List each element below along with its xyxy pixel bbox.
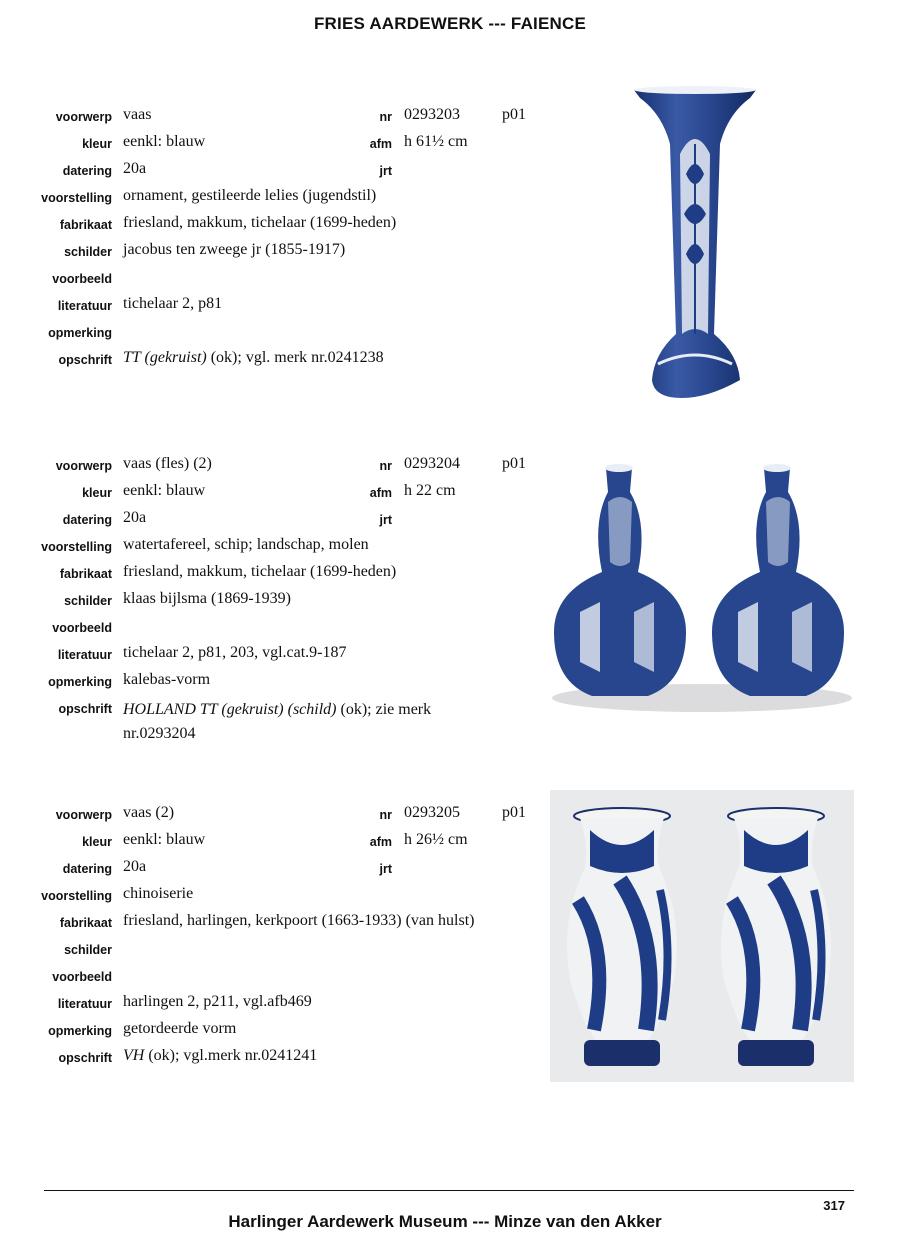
label-kleur: kleur: [82, 137, 112, 151]
value-page: p01: [502, 106, 526, 123]
value-voorstelling: watertafereel, schip; landschap, molen: [123, 536, 369, 553]
value-voorstelling: chinoiserie: [123, 885, 194, 902]
label-schilder: schilder: [64, 943, 112, 957]
label-literatuur: literatuur: [57, 299, 112, 313]
label-afm: afm: [369, 137, 392, 151]
page-number: 317: [823, 1198, 845, 1213]
gourd-vases-photo: [550, 462, 854, 714]
label-voorbeeld: voorbeeld: [52, 272, 112, 286]
label-schilder: schilder: [64, 245, 112, 259]
value-opschrift: [123, 349, 384, 367]
opschrift-note: (ok); vgl.merk nr.0241241: [144, 1047, 318, 1064]
baluster-vases-photo: [550, 790, 854, 1082]
label-afm: afm: [369, 835, 392, 849]
label-nr: nr: [379, 110, 392, 124]
label-voorwerp: voorwerp: [55, 459, 112, 473]
value-page: p01: [502, 455, 526, 472]
label-voorbeeld: voorbeeld: [52, 970, 112, 984]
value-datering: 20a: [123, 160, 147, 177]
value-fabrikaat: friesland, makkum, tichelaar (1699-heden): [123, 563, 397, 580]
value-afm: h 26½ cm: [404, 831, 468, 848]
value-schilder: klaas bijlsma (1869-1939): [123, 590, 291, 607]
label-literatuur: literatuur: [57, 997, 112, 1011]
value-kleur: eenkl: blauw: [123, 482, 206, 499]
label-afm: afm: [369, 486, 392, 500]
label-datering: datering: [62, 164, 112, 178]
label-datering: datering: [62, 862, 112, 876]
opschrift-mark: VH: [123, 1047, 145, 1064]
value-afm: h 61½ cm: [404, 133, 468, 150]
value-nr: 0293204: [404, 455, 460, 472]
label-opschrift: opschrift: [58, 1051, 112, 1065]
page-title: FRIES AARDEWERK --- FAIENCE: [313, 14, 587, 33]
label-voorstelling: voorstelling: [41, 889, 112, 903]
label-schilder: schilder: [64, 594, 112, 608]
label-opmerking: opmerking: [48, 1024, 112, 1038]
label-nr: nr: [379, 808, 392, 822]
value-voorwerp: vaas (fles) (2): [123, 455, 212, 472]
label-fabrikaat: fabrikaat: [59, 567, 112, 581]
value-fabrikaat: friesland, harlingen, kerkpoort (1663-1933) (van hulst): [123, 912, 475, 929]
value-literatuur: tichelaar 2, p81, 203, vgl.cat.9-187: [123, 644, 347, 661]
value-nr: 0293205: [404, 804, 460, 821]
value-datering: 20a: [123, 509, 147, 526]
value-opschrift: [123, 1047, 317, 1065]
label-opmerking: opmerking: [48, 326, 112, 340]
value-voorstelling: ornament, gestileerde lelies (jugendstil): [123, 187, 377, 204]
label-literatuur: literatuur: [57, 648, 112, 662]
opschrift-mark: HOLLAND TT (gekruist) (schild): [123, 701, 337, 718]
label-opschrift: opschrift: [58, 353, 112, 367]
value-literatuur: harlingen 2, p211, vgl.afb469: [123, 993, 312, 1010]
value-voorwerp: vaas (2): [123, 804, 175, 821]
vase-photo: [628, 84, 762, 400]
page-footer: Harlinger Aardewerk Museum --- Minze van den Akker: [228, 1212, 662, 1231]
label-jrt: jrt: [379, 862, 392, 876]
label-voorstelling: voorstelling: [41, 540, 112, 554]
label-kleur: kleur: [82, 486, 112, 500]
value-datering: 20a: [123, 858, 147, 875]
value-page: p01: [502, 804, 526, 821]
label-voorwerp: voorwerp: [55, 110, 112, 124]
value-afm: h 22 cm: [404, 482, 456, 499]
label-opmerking: opmerking: [48, 675, 112, 689]
label-jrt: jrt: [379, 164, 392, 178]
value-kleur: eenkl: blauw: [123, 831, 206, 848]
label-voorbeeld: voorbeeld: [52, 621, 112, 635]
label-jrt: jrt: [379, 513, 392, 527]
value-kleur: eenkl: blauw: [123, 133, 206, 150]
value-schilder: jacobus ten zweege jr (1855-1917): [123, 241, 346, 258]
opschrift-note: (ok); zie merk nr.0293204: [123, 701, 432, 742]
value-nr: 0293203: [404, 106, 460, 123]
label-fabrikaat: fabrikaat: [59, 916, 112, 930]
label-fabrikaat: fabrikaat: [59, 218, 112, 232]
label-kleur: kleur: [82, 835, 112, 849]
label-nr: nr: [379, 459, 392, 473]
value-fabrikaat: friesland, makkum, tichelaar (1699-heden): [123, 214, 397, 231]
value-opschrift: [123, 698, 503, 746]
label-voorstelling: voorstelling: [41, 191, 112, 205]
opschrift-mark: TT (gekruist): [123, 349, 207, 366]
value-opmerking: kalebas-vorm: [123, 671, 211, 688]
label-opschrift: opschrift: [58, 702, 112, 716]
value-voorwerp: vaas: [123, 106, 152, 123]
footer-rule: [44, 1190, 854, 1191]
value-literatuur: tichelaar 2, p81: [123, 295, 223, 312]
label-datering: datering: [62, 513, 112, 527]
value-opmerking: getordeerde vorm: [123, 1020, 237, 1037]
label-voorwerp: voorwerp: [55, 808, 112, 822]
opschrift-note: (ok); vgl. merk nr.0241238: [206, 349, 384, 366]
